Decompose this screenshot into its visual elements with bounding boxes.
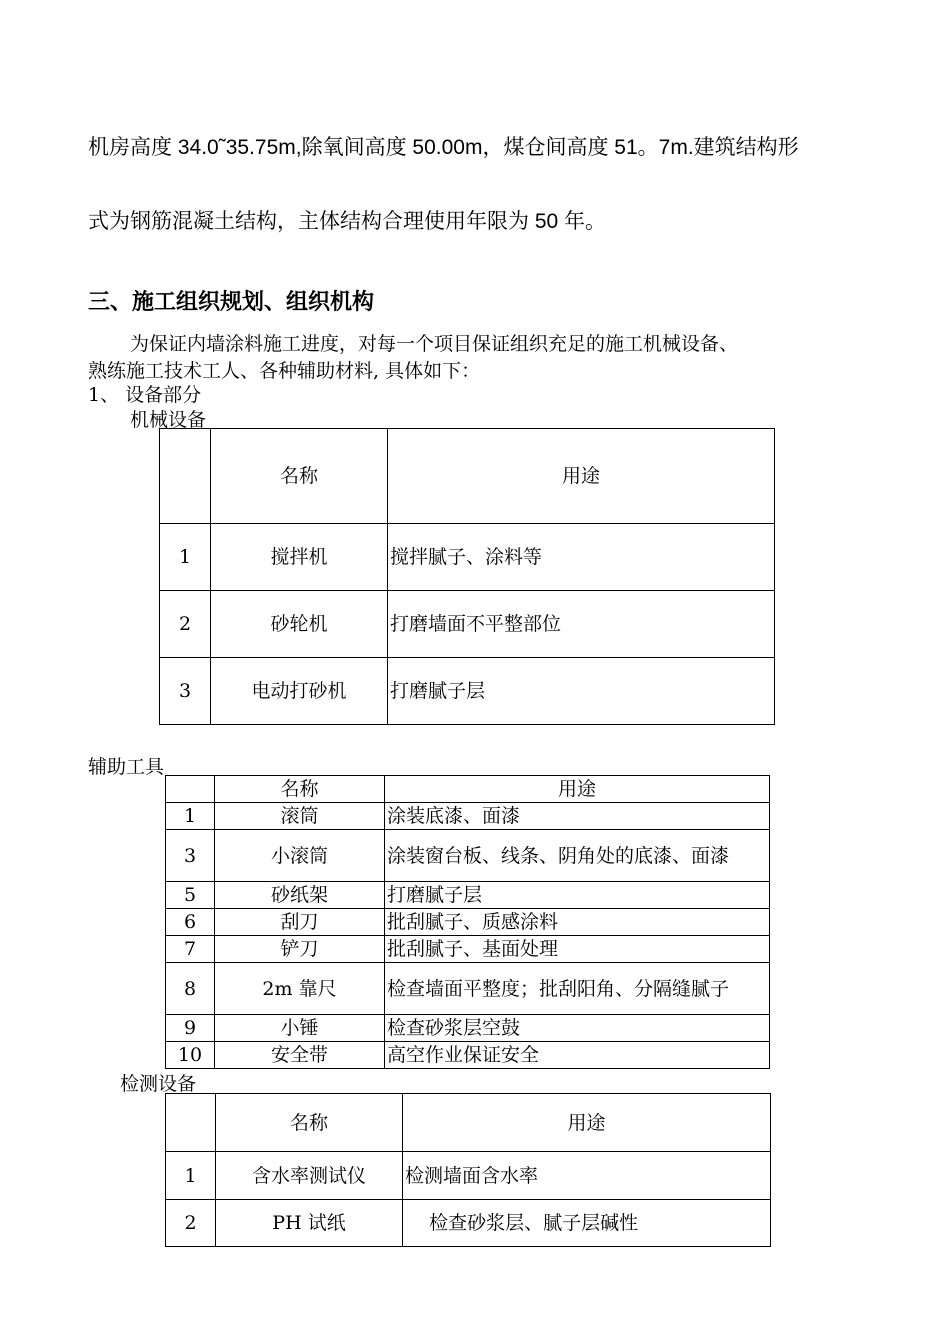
row-name: 搅拌机 bbox=[211, 524, 388, 591]
machinery-label: 机械设备 bbox=[130, 409, 207, 431]
table-row bbox=[160, 524, 775, 591]
table-row bbox=[166, 803, 770, 830]
row-name: 安全带 bbox=[215, 1042, 385, 1069]
row-name: PH 试纸 bbox=[216, 1200, 403, 1247]
row-use: 检查墙面平整度；批刮阳角、分隔缝腻子 bbox=[385, 963, 770, 1015]
row-index: 6 bbox=[166, 909, 215, 936]
row-name: 滚筒 bbox=[215, 803, 385, 830]
header-use: 用途 bbox=[403, 1094, 771, 1152]
header-use: 用途 bbox=[385, 776, 770, 803]
row-use: 涂装窗台板、线条、阴角处的底漆、面漆 bbox=[385, 830, 770, 882]
row-index: 10 bbox=[166, 1042, 215, 1069]
row-index: 1 bbox=[160, 524, 211, 591]
row-index: 7 bbox=[166, 936, 215, 963]
table-header-row bbox=[160, 429, 775, 524]
paragraph-line-2: 熟练施工技术工人、各种辅助材料, 具体如下： bbox=[88, 360, 481, 382]
row-name: 电动打砂机 bbox=[211, 658, 388, 725]
row-index: 1 bbox=[166, 1152, 216, 1200]
table-row bbox=[166, 1200, 771, 1247]
row-use: 批刮腻子、基面处理 bbox=[385, 936, 770, 963]
row-index: 5 bbox=[166, 882, 215, 909]
row-use: 检测墙面含水率 bbox=[403, 1152, 771, 1200]
table-header-row bbox=[166, 1094, 771, 1152]
row-index: 3 bbox=[160, 658, 211, 725]
row-name: 小锤 bbox=[215, 1015, 385, 1042]
table-row bbox=[160, 591, 775, 658]
intro-line-1: 机房高度 34.0˜35.75m,除氧间高度 50.00m，煤仓间高度 51。7m.建筑结构形 bbox=[88, 136, 799, 159]
inspection-table bbox=[165, 1093, 771, 1247]
row-index: 2 bbox=[160, 591, 211, 658]
header-name: 名称 bbox=[215, 776, 385, 803]
row-name: 2m 靠尺 bbox=[215, 963, 385, 1015]
table-row bbox=[160, 658, 775, 725]
table-row bbox=[166, 1015, 770, 1042]
table-row bbox=[166, 909, 770, 936]
row-use: 搅拌腻子、涂料等 bbox=[388, 524, 775, 591]
intro-line-2: 式为钢筋混凝土结构，主体结构合理使用年限为 50 年。 bbox=[88, 210, 607, 233]
row-index: 1 bbox=[166, 803, 215, 830]
row-name: 砂轮机 bbox=[211, 591, 388, 658]
inspection-label: 检测设备 bbox=[120, 1073, 197, 1095]
row-index: 3 bbox=[166, 830, 215, 882]
row-name: 含水率测试仪 bbox=[216, 1152, 403, 1200]
table-row bbox=[166, 1042, 770, 1069]
header-use: 用途 bbox=[388, 429, 775, 524]
header-index bbox=[166, 1094, 216, 1152]
row-use: 检查砂浆层空鼓 bbox=[385, 1015, 770, 1042]
row-index: 2 bbox=[166, 1200, 216, 1247]
header-name: 名称 bbox=[216, 1094, 403, 1152]
row-use: 检查砂浆层、腻子层碱性 bbox=[403, 1200, 771, 1247]
row-name: 铲刀 bbox=[215, 936, 385, 963]
table-row bbox=[166, 882, 770, 909]
row-use: 批刮腻子、质感涂料 bbox=[385, 909, 770, 936]
machinery-table bbox=[159, 428, 775, 725]
table-row bbox=[166, 830, 770, 882]
paragraph-line-1: 为保证内墙涂料施工进度，对每一个项目保证组织充足的施工机械设备、 bbox=[130, 333, 739, 355]
row-name: 刮刀 bbox=[215, 909, 385, 936]
row-index: 8 bbox=[166, 963, 215, 1015]
table-row bbox=[166, 936, 770, 963]
row-use: 打磨墙面不平整部位 bbox=[388, 591, 775, 658]
row-use: 打磨腻子层 bbox=[388, 658, 775, 725]
header-index bbox=[160, 429, 211, 524]
row-name: 小滚筒 bbox=[215, 830, 385, 882]
header-index bbox=[166, 776, 215, 803]
row-name: 砂纸架 bbox=[215, 882, 385, 909]
table-row bbox=[166, 963, 770, 1015]
header-name: 名称 bbox=[211, 429, 388, 524]
row-use: 涂装底漆、面漆 bbox=[385, 803, 770, 830]
table-header-row bbox=[166, 776, 770, 803]
list-item-1: 1、 设备部分 bbox=[88, 384, 202, 406]
row-use: 打磨腻子层 bbox=[385, 882, 770, 909]
row-use: 高空作业保证安全 bbox=[385, 1042, 770, 1069]
aux-tools-label: 辅助工具 bbox=[88, 756, 165, 778]
aux-tools-table bbox=[165, 775, 770, 1069]
section-heading: 三、施工组织规划、组织机构 bbox=[88, 289, 375, 314]
table-row bbox=[166, 1152, 771, 1200]
row-index: 9 bbox=[166, 1015, 215, 1042]
